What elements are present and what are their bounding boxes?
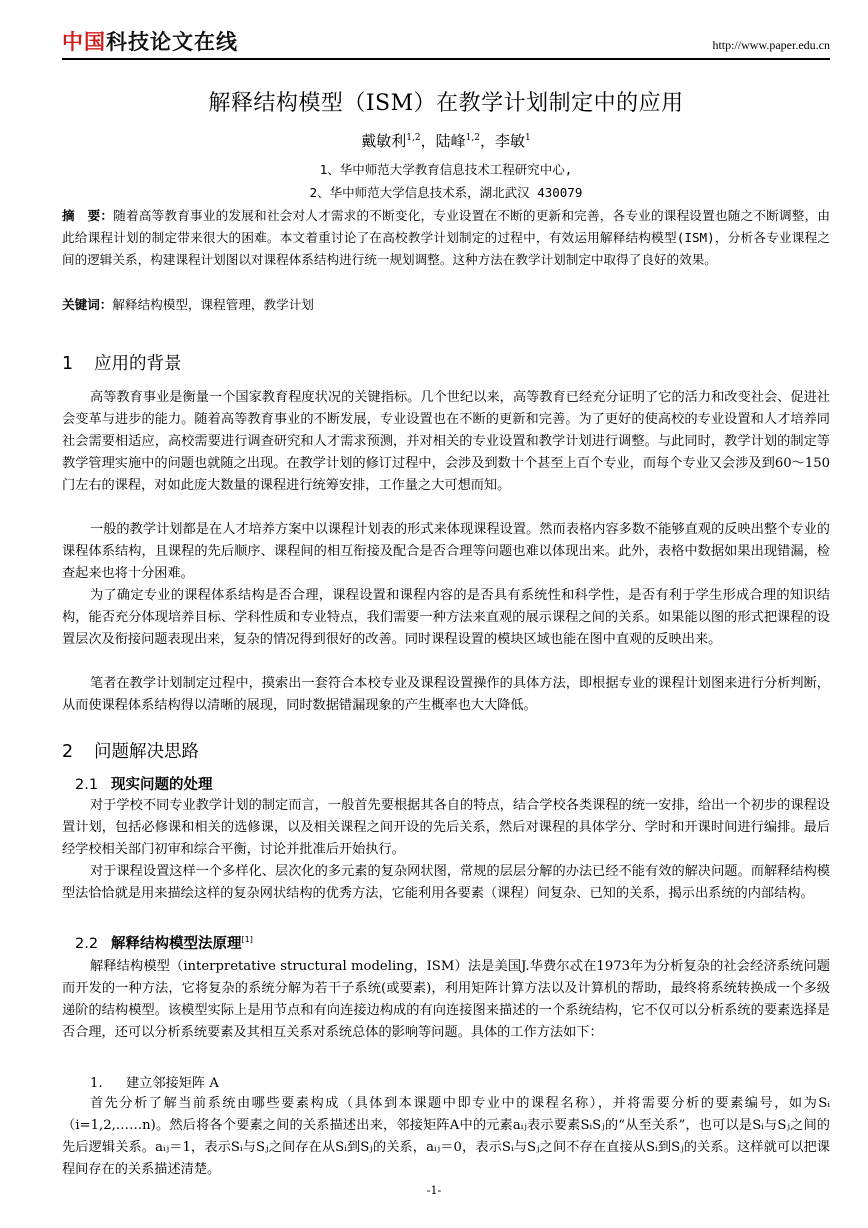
author-line bbox=[62, 130, 830, 151]
subsection-number: 2.2 bbox=[75, 936, 99, 952]
numbered-step bbox=[90, 1072, 219, 1091]
site-logo bbox=[62, 26, 238, 56]
paragraph: 笔者在教学计划制定过程中，摸索出一套符合本校专业及课程设置操作的具体方法，即根据专业的课程计划图来进行分析判断，从而使课程体系结构得以清晰的展现，同时数据错漏现象的产生概率也大大降低。 bbox=[62, 676, 830, 713]
author-separator: ， bbox=[420, 132, 436, 150]
paper-title: 解释结构模型（ISM）在教学计划制定中的应用 bbox=[208, 91, 684, 116]
abstract-label: 摘 要： bbox=[62, 208, 114, 223]
affiliation-2: 2、华中师范大学信息技术系，湖北武汉 430079 bbox=[309, 185, 583, 200]
paragraph: 对于学校不同专业教学计划的制定而言，一般首先要根据其各自的特点，结合学校各类课程的统一安排，给出一个初步的课程设置计划，包括必修课和相关的选修课，以及相关课程之间开设的先后关系，然后对课程的具体学分、学时和开课时间进行编排。最后经学校相关部门初审和综合平衡，讨论并批准后开始执行。 bbox=[62, 798, 830, 857]
paragraph: 为了确定专业的课程体系结构是否合理，课程设置和课程内容的是否具有系统性和科学性，是否有利于学生形成合理的知识结构，能否充分体现培养目标、学科性质和专业特点，我们需要一种方法来直观的展示课程之间的关系。如果能以图的形式把课程的设置层次及衔接问题表现出来，复杂的情况得到很好的改善。同时课程设置的模块区域也能在图中直观的反映出来。 bbox=[62, 588, 830, 647]
paragraph: 一般的教学计划都是在人才培养方案中以课程计划表的形式来体现课程设置。然而表格内容多数不能够直观的反映出整个专业的课程体系结构，且课程的先后顺序、课程间的相互衔接及配合是否合理等问题也难以体现出来。此外，表格中数据如果出现错漏，检查起来也将十分困难。 bbox=[62, 522, 830, 581]
author-affiliation-mark: 1,2 bbox=[406, 133, 421, 143]
author-separator: ， bbox=[479, 132, 495, 150]
subsection-title: 解释结构模型法原理 bbox=[111, 936, 242, 952]
author-name: 戴敏利 bbox=[361, 132, 407, 150]
subsection-heading bbox=[75, 773, 213, 794]
citation-ref[interactable]: [1] bbox=[241, 935, 253, 945]
section-number: 2 bbox=[62, 742, 74, 762]
section-title: 应用的背景 bbox=[94, 354, 182, 374]
paragraph: 解释结构模型（interpretative structural modeling，ISM）法是美国J.华费尔忒在1973年为分析复杂的社会经济系统问题而开发的一种方法，它将复杂的系统分解为若干子系统(或要素)，利用矩阵计算方法以及计算机的帮助，最终将系统转换成一个多级递阶的结构模型。该模型实际上是用节点和有向连接边构成的有向连接图来描述的一个系统结构，它不仅可以分析系统的要素选择是否合理，还可以分析系统要素及其相互关系对系统总体的影响等问题。具体的工作方法如下： bbox=[62, 959, 830, 1040]
step-text: 建立邻接矩阵 A bbox=[126, 1076, 219, 1091]
abstract bbox=[62, 205, 830, 271]
section-heading bbox=[62, 350, 182, 375]
subsection-number: 2.1 bbox=[75, 777, 99, 793]
author-affiliation-mark: 1 bbox=[525, 133, 531, 143]
author-name: 李敏 bbox=[494, 132, 525, 150]
author-affiliation-mark: 1,2 bbox=[465, 133, 480, 143]
paragraph: 对于课程设置这样一个多样化、层次化的多元素的复杂网状图，常规的层层分解的办法已经不能有效的解决问题。而解释结构模型法恰恰就是用来描绘这样的复杂网状结构的优秀方法，它能利用各要素（课程）间复杂、已知的关系，揭示出系统的内部结构。 bbox=[62, 864, 830, 901]
logo-black-text: 科技论文在线 bbox=[106, 30, 238, 54]
section-number: 1 bbox=[62, 354, 74, 374]
logo-red-text: 中国 bbox=[62, 30, 106, 54]
abstract-text: 随着高等教育事业的发展和社会对人才需求的不断变化，专业设置在不断的更新和完善，各专业的课程设置也随之不断调整，由此给课程计划的制定带来很大的困难。本文着重讨论了在高校教学计划制定的过程中，有效运用解释结构模型(ISM)，分析各专业课程之间的逻辑关系，构建课程计划图以对课程体系结构进行统一规划调整。这种方法在教学计划制定中取得了良好的效果。 bbox=[62, 208, 831, 267]
affiliation-1: 1、华中师范大学教育信息技术工程研究中心, bbox=[319, 162, 573, 177]
page-header bbox=[62, 26, 830, 58]
paragraph: 高等教育事业是衡量一个国家教育程度状况的关键指标。几个世纪以来，高等教育已经充分证明了它的活力和改变社会、促进社会变革与进步的能力。随着高等教育事业的不断发展，专业设置也在不断的更新和完善。为了更好的使高校的专业设置和人才培养同社会需要相适应，高校需要进行调查研究和人才需求预测，并对相关的专业设置和教学计划进行调整。与此同时，教学计划的制定等教学管理实施中的问题也就随之出现。在教学计划的修订过程中，会涉及到数十个甚至上百个专业，而每个专业又会涉及到60～150门左右的课程，对如此庞大数量的课程进行统筹安排，工作量之大可想而知。 bbox=[62, 390, 830, 493]
subsection-heading bbox=[75, 932, 253, 953]
step-number: 1. bbox=[90, 1076, 103, 1091]
keywords-label: 关键词： bbox=[62, 297, 113, 312]
author-name: 陆峰 bbox=[435, 132, 466, 150]
subsection-title: 现实问题的处理 bbox=[111, 777, 213, 793]
header-rule bbox=[62, 58, 830, 60]
section-title: 问题解决思路 bbox=[94, 742, 199, 762]
keywords bbox=[62, 294, 830, 316]
keywords-text: 解释结构模型，课程管理，教学计划 bbox=[112, 297, 314, 312]
header-url[interactable]: http://www.paper.edu.cn bbox=[712, 38, 830, 52]
page-number: -1- bbox=[426, 1184, 442, 1197]
paragraph: 首先分析了解当前系统由哪些要素构成（具体到本课题中即专业中的课程名称），并将需要分析的要素编号，如为Sᵢ（i=1,2,……n)。然后将各个要素之间的关系描述出来，邻接矩阵A中的元素aᵢⱼ表示要素SᵢSⱼ的“从至关系”，也可以是Sᵢ与Sⱼ之间的先后逻辑关系。aᵢⱼ＝1，表示Sᵢ与Sⱼ之间存在从Sᵢ到Sⱼ的关系，aᵢⱼ＝0，表示Sᵢ与Sⱼ之间不存在直接从Sᵢ到Sⱼ的关系。这样就可以把课程间存在的关系描述清楚。 bbox=[62, 1096, 830, 1177]
section-heading bbox=[62, 738, 199, 763]
